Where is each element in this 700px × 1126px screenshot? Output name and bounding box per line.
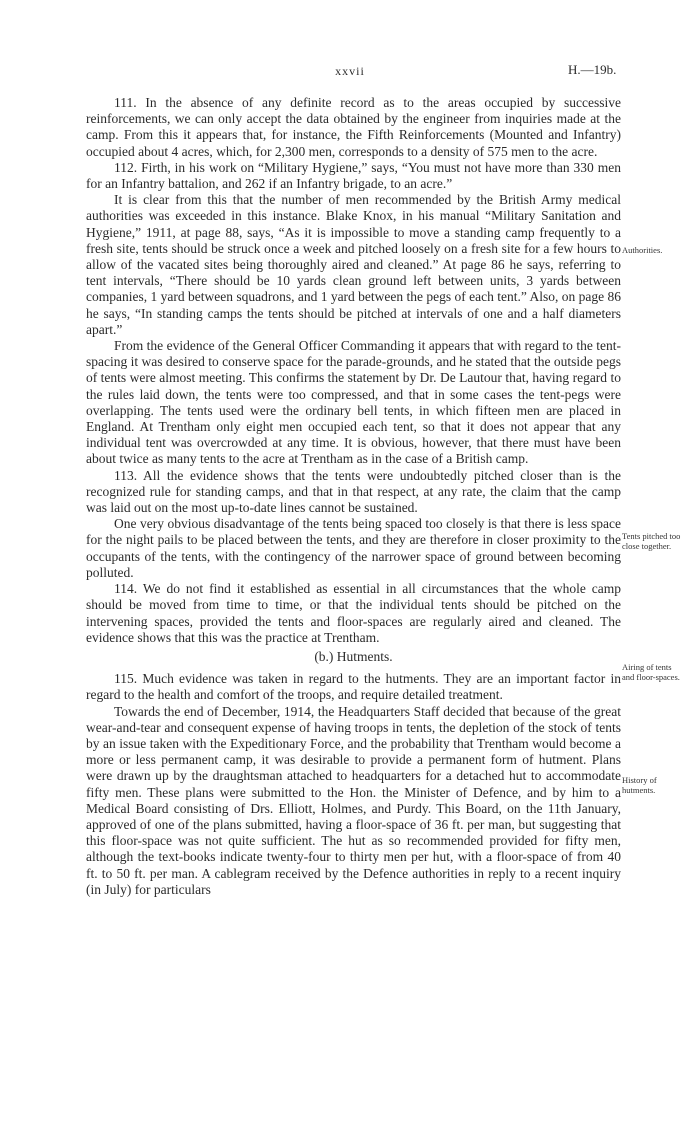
- margin-note-history: History of hutments.: [622, 775, 657, 795]
- document-body: [86, 95, 621, 898]
- paragraph-hutment-history: Towards the end of December, 1914, the Headquarters Staff decided that because of the great wear-and-tear and consequent expense of having troops in tents, the depletion of the stock of tents by an issue taken with the Expeditionary Force, and the probability that Trentham would become a more or less permanent camp, it was desirable to provide a permanent form of hutment. Plans were drawn up by the draughtsman attached to headquarters for a detached hut to accommodate fifty men. These plans were submitted to the Hon. the Minister of Defence, and by him to a Medical Board consisting of Drs. Elliott, Holmes, and Purdy. This Board, on the 11th January, approved of one of the plans submitted, having a floor-space of 36 ft. per man, but suggesting that this floor-space was not quite sufficient. The hut as so recommended provided for fifty men, although the text-books indicate twenty-four to thirty men per hut, with a floor-space of from 40 ft. to 50 ft. per man. A cablegram received by the Defence authorities in reply to a recent inquiry (in July) for particulars: [86, 703, 621, 897]
- paragraph-blake-knox: It is clear from this that the number of men recommended by the British Army medical authorities was exceeded in this instance. Blake Knox, in his manual “Military Sanitation and Hygiene,” 1911, at page 88, says, “As it is impossible to move a standing camp frequently to a fresh site, tents should be struck once a week and pitched loosely on a fresh site for a few hours to allow of the vacated sites being thoroughly aired and cleaned.” At page 86 he says, referring to tent intervals, “There should be 10 yards clean ground left between units, 3 yards between companies, 1 yard between squadrons, and 1 yard between the pegs of each tent.” Also, on page 86 he says, “In standing camps the tents should be pitched at intervals of one and a half diameters apart.”: [86, 192, 621, 337]
- margin-note-authorities: Authorities.: [622, 245, 663, 255]
- document-reference: H.—19b.: [568, 62, 617, 77]
- section-heading-hutments: (b.) Hutments.: [314, 648, 393, 664]
- paragraph-112: 112. Firth, in his work on “Military Hygiene,” says, “You must not have more than 330 men for an Infantry battalion, and 262 if an Infantry brigade, to an acre.”: [86, 159, 621, 192]
- page-number: xxvii: [335, 64, 365, 78]
- paragraph-114: 114. We do not find it established as essential in all circumstances that the whole camp should be moved from time to time, or that the individual tents should be pitched on the intervening spaces, provided the tents and floor-spaces are regularly aired and cleaned. The evidence shows that this was the practice at Trentham.: [86, 581, 621, 645]
- paragraph-disadvantage: One very obvious disadvantage of the tents being spaced too closely is that there is less space for the night pails to be placed between the tents, and they are therefore in closer proximity to the occupants of the tents, with the contingency of the narrower space of ground between becoming polluted.: [86, 516, 621, 580]
- margin-note-airing: Airing of tents and floor-spaces.: [622, 662, 680, 682]
- paragraph-111: 111. In the absence of any definite record as to the areas occupied by successive reinforcements, we can only accept the data obtained by the engineer from inquiries made at the camp. From this it appears that, for instance, the Fifth Reinforcements (Mounted and Infantry) occupied about 4 acres, which, for 2,300 men, corresponds to a density of 575 men to the acre.: [86, 95, 621, 159]
- paragraph-113: 113. All the evidence shows that the tents were undoubtedly pitched closer than is the recognized rule for standing camps, and that in that respect, at any rate, the claim that the camp was laid out on the most up-to-date lines cannot be sustained.: [86, 467, 621, 516]
- paragraph-115: 115. Much evidence was taken in regard to the hutments. They are an important factor in regard to the health and comfort of the troops, and require detailed treatment.: [86, 671, 621, 703]
- margin-note-tents-pitched: Tents pitched too close together.: [622, 531, 681, 551]
- paragraph-goc-evidence: From the evidence of the General Officer Commanding it appears that with regard to the tent-spacing it was desired to conserve space for the parade-grounds, and he stated that the outside pegs of tents were almost meeting. This confirms the statement by Dr. De Lautour that, having regard to the rules laid down, the tents were too compressed, and that in some cases the tent-pegs were overlapping. The tents used were the ordinary bell tents, in which fifteen men are placed in England. At Trentham only eight men occupied each tent, so that it does not appear that any individual tent was overcrowded at any time. It is obvious, however, that there must have been about twice as many tents to the acre at Trentham as in the case of a British camp.: [86, 338, 621, 467]
